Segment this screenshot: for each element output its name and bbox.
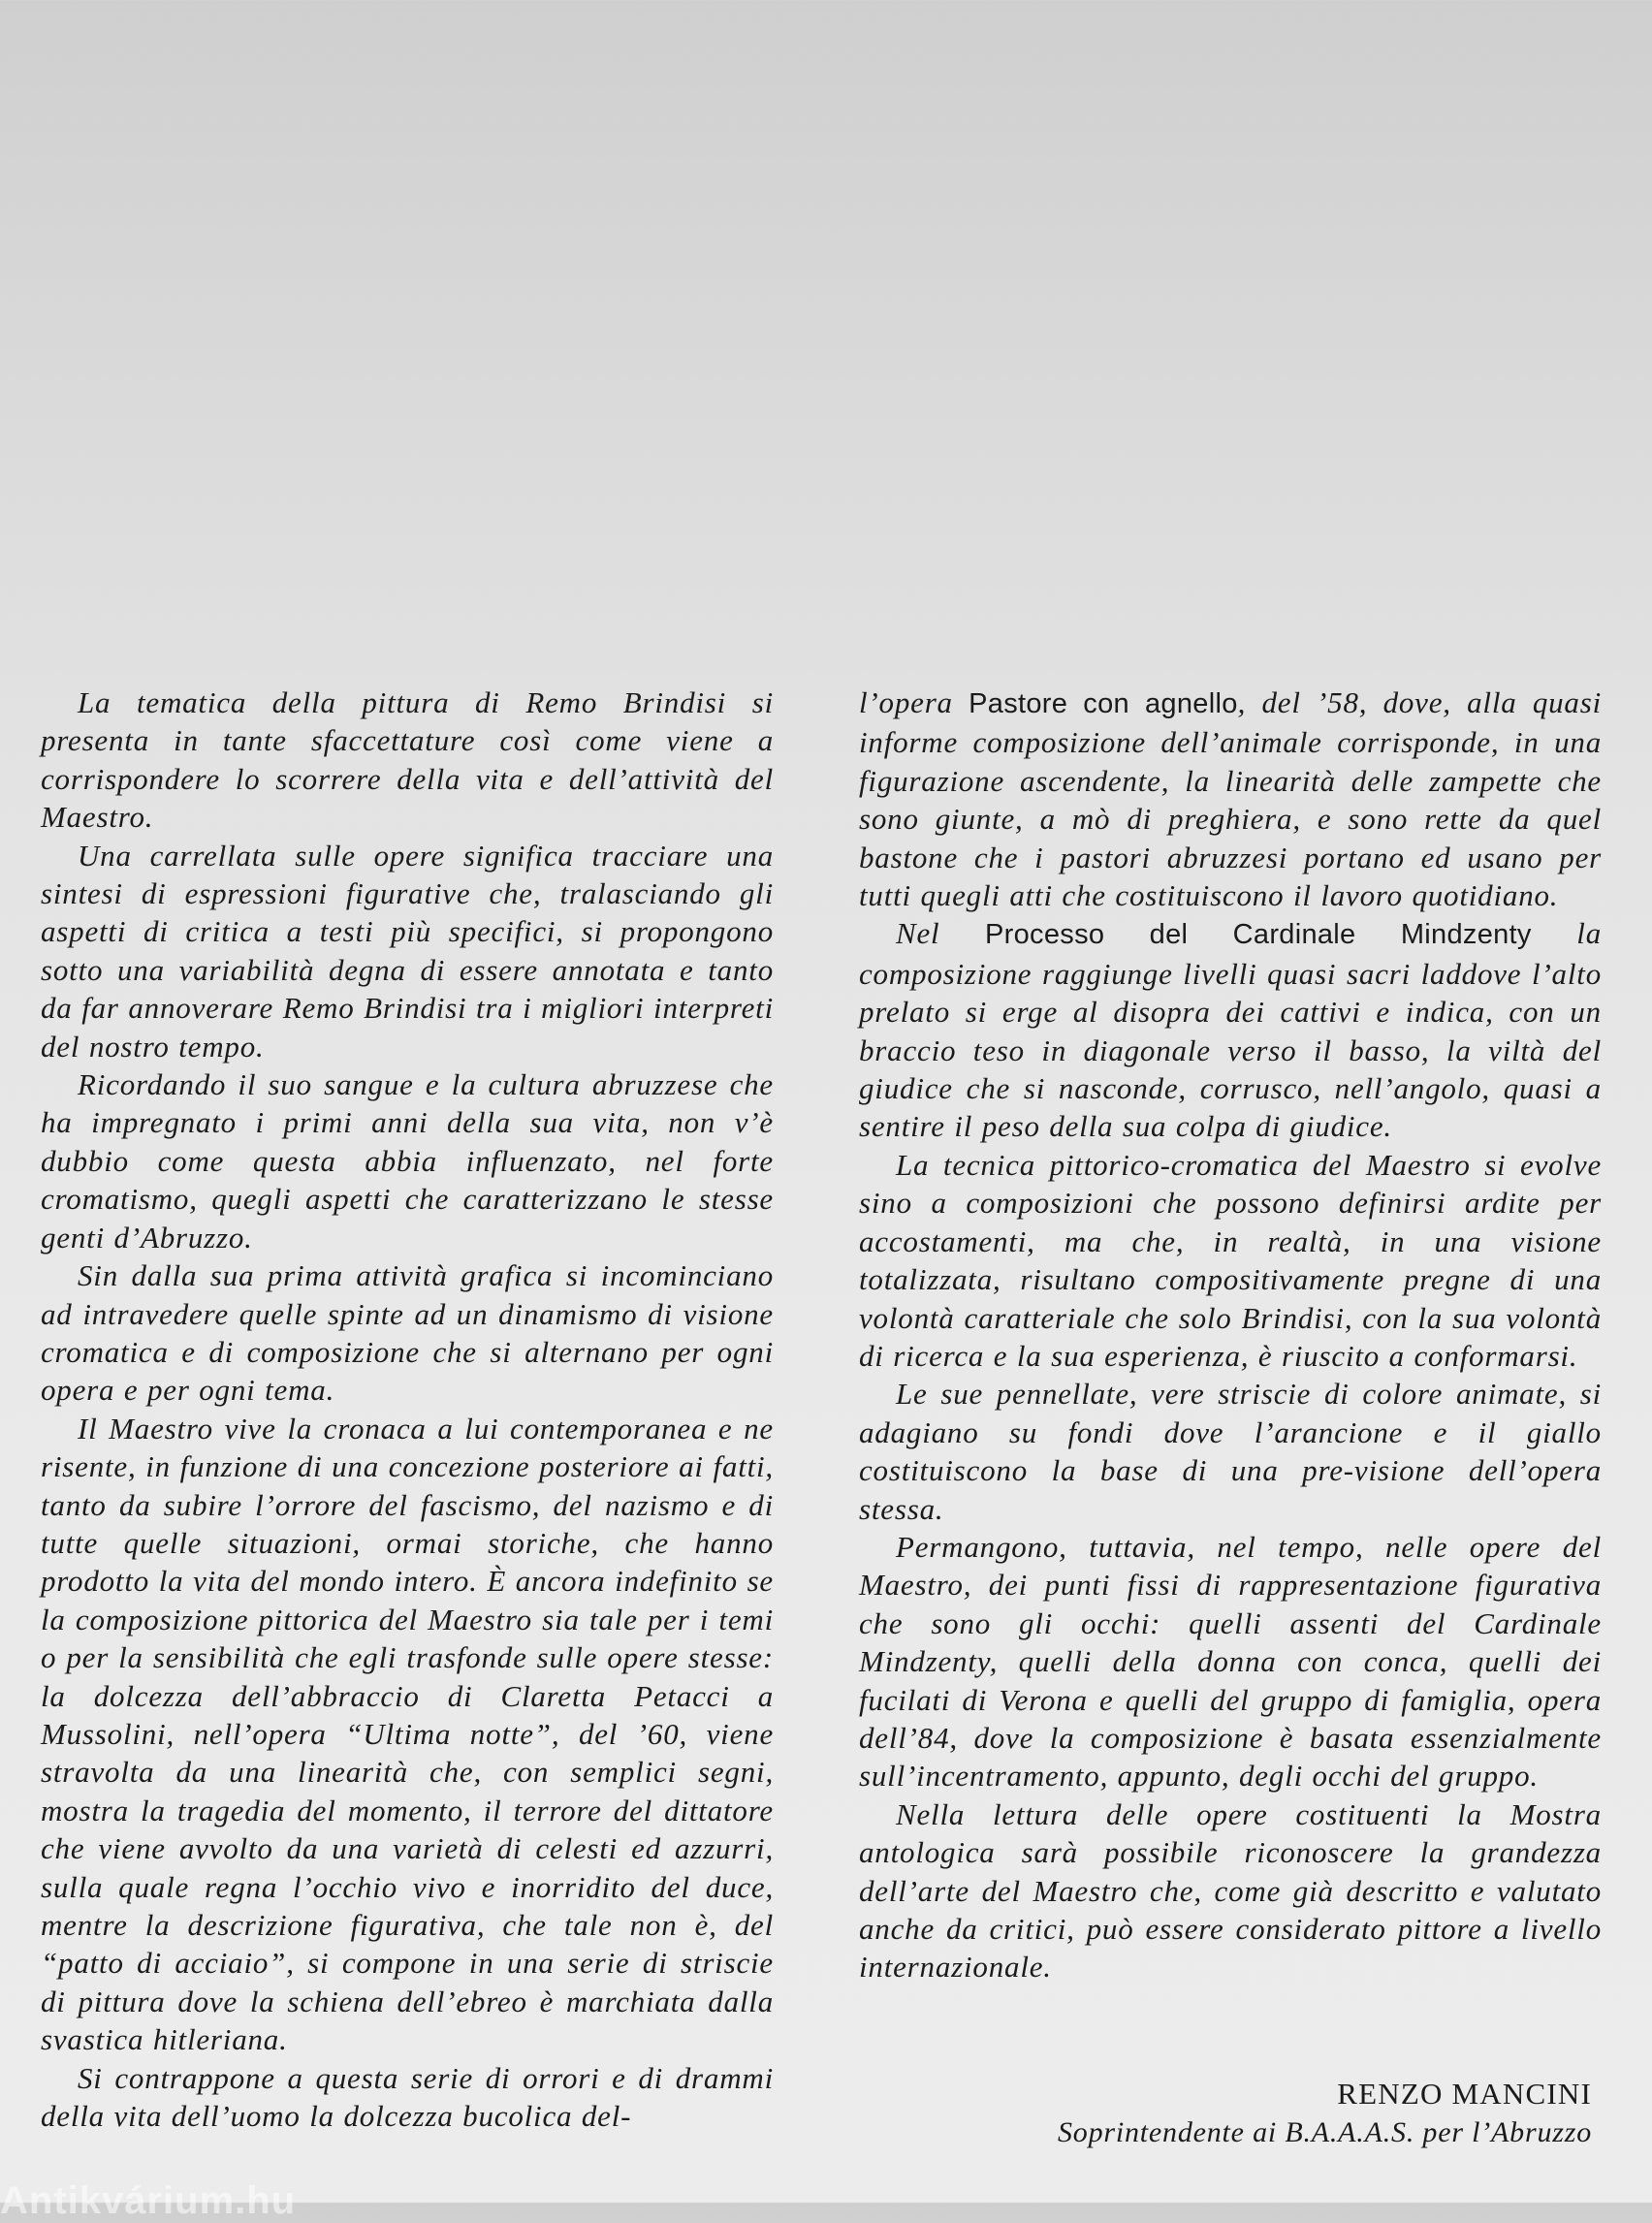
signature-block — [1058, 2075, 1592, 2152]
text-fragment: l’opera — [859, 685, 969, 719]
text-fragment: la composizione raggiunge livelli quasi sacri laddove l’alto prelato si erge al disopra dei cattivi e indica, con un braccio teso in diagonale verso il basso, la viltà del giudice che si nasconde, corrusco, nell’angolo, quasi a sentire il peso della sua colpa di giudice. — [859, 916, 1602, 1144]
paragraph — [859, 683, 1602, 914]
paragraph — [859, 914, 1602, 1145]
paragraph: Ricordando il suo sangue e la cultura abruzzese che ha impregnato i primi anni della sua vita, non v’è dubbio come questa abbia influenzato, nel forte cromatismo, quegli aspetti che caratterizzano le stesse genti d’Abruzzo. — [41, 1067, 774, 1254]
artwork-title: Processo del Cardinale Mindzenty — [985, 919, 1532, 951]
watermark: Antikvárium.hu — [0, 2179, 297, 2222]
artwork-title: Pastore con agnello — [969, 688, 1238, 719]
text-fragment: Nel — [896, 916, 986, 951]
paragraph: Una carrellata sulle opere significa tracciare una sintesi di espressioni figurative che, tralasciando gli aspetti di critica a testi più specifici, si propongono sotto una variabilità degna di essere annotata e tanto da far annoverare Remo Brindisi tra i migliori interpreti del nostro tempo. — [41, 838, 774, 1064]
paragraph: Si contrappone a questa serie di orrori e di drammi della vita dell’uomo la dolcezza bucolica del- — [41, 2060, 774, 2134]
paragraph: Le sue pennellate, vere striscie di colore animate, si adagiano su fondi dove l’arancione e il giallo costituiscono la base di una pre-visione dell’opera stessa. — [859, 1377, 1602, 1526]
paragraph: Il Maestro vive la cronaca a lui contemporanea e ne risente, in funzione di una concezione posteriore ai fatti, tanto da subire l’orrore del fascismo, del nazismo e di tutte quelle situazioni, ormai storiche, che hanno prodotto la vita del mondo intero. È ancora indefinito se la composizione pittorica del Maestro sia tale per i temi o per la sensibilità che egli trasfonde sulle opere stesse: la dolcezza dell’abbraccio di Claretta Petacci a Mussolini, nell’opera “Ultima notte”, del ’60, viene stravolta da una linearità che, con semplici segni, mostra la tragedia del momento, il terrore del dittatore che viene avvolto da una varietà di celesti ed azzurri, sulla quale regna l’occhio vivo e inorridito del duce, mentre la descrizione figurativa, che tale non è, del “patto di acciaio”, si compone in una serie di striscie di pittura dove la schiena dell’ebreo è marchiata dalla svastica hitleriana. — [41, 1411, 774, 2057]
paragraph: Sin dalla sua prima attività grafica si incominciano ad intravedere quelle spinte ad un dinamismo di visione cromatica e di composizione che si alternano per ogni opera e per ogni tema. — [41, 1258, 774, 1408]
author-role: Soprintendente ai B.A.A.A.S. per l’Abruzzo — [1057, 2116, 1592, 2148]
author-name: RENZO MANCINI — [1337, 2077, 1592, 2111]
paragraph: La tematica della pittura di Remo Brindisi si presenta in tante sfaccettature così come viene a corrispondere lo scorrere della vita e dell’attività del Maestro. — [41, 685, 774, 835]
paragraph: La tecnica pittorico-cromatica del Maestro si evolve sino a composizioni che possono definirsi ardite per accostamenti, ma che, in realtà, in una visione totalizzata, risultano compositivamente pregne di una volontà caratteriale che solo Brindisi, con la sua volontà di ricerca e la sua esperienza, è riuscito a conformarsi. — [859, 1147, 1602, 1373]
paragraph: Permangono, tuttavia, nel tempo, nelle opere del Maestro, dei punti fissi di rappresentazione figurativa che sono gli occhi: quelli assenti del Cardinale Mindzenty, quelli della donna con conca, quelli dei fucilati di Verona e quelli del gruppo di famiglia, opera dell’84, dove la composizione è basata essenzialmente sull’incentramento, appunto, degli occhi del gruppo. — [859, 1529, 1602, 1794]
left-column — [41, 683, 774, 2135]
text-fragment: , del ’58, dove, alla quasi informe composizione dell’animale corrisponde, in una figurazione ascendente, la linearità delle zampette che sono giunte, a mò di preghiera, e sono rette da quel bastone che i pastori abruzzesi portano ed usano per tutti quegli atti che costituiscono il lavoro quotidiano. — [859, 685, 1602, 913]
paragraph: Nella lettura delle opere costituenti la Mostra antologica sarà possibile riconoscere la grandezza dell’arte del Maestro che, come già descritto e valutato anche da critici, può essere considerato pittore a livello internazionale. — [859, 1796, 1602, 1985]
right-column — [859, 683, 1602, 1986]
